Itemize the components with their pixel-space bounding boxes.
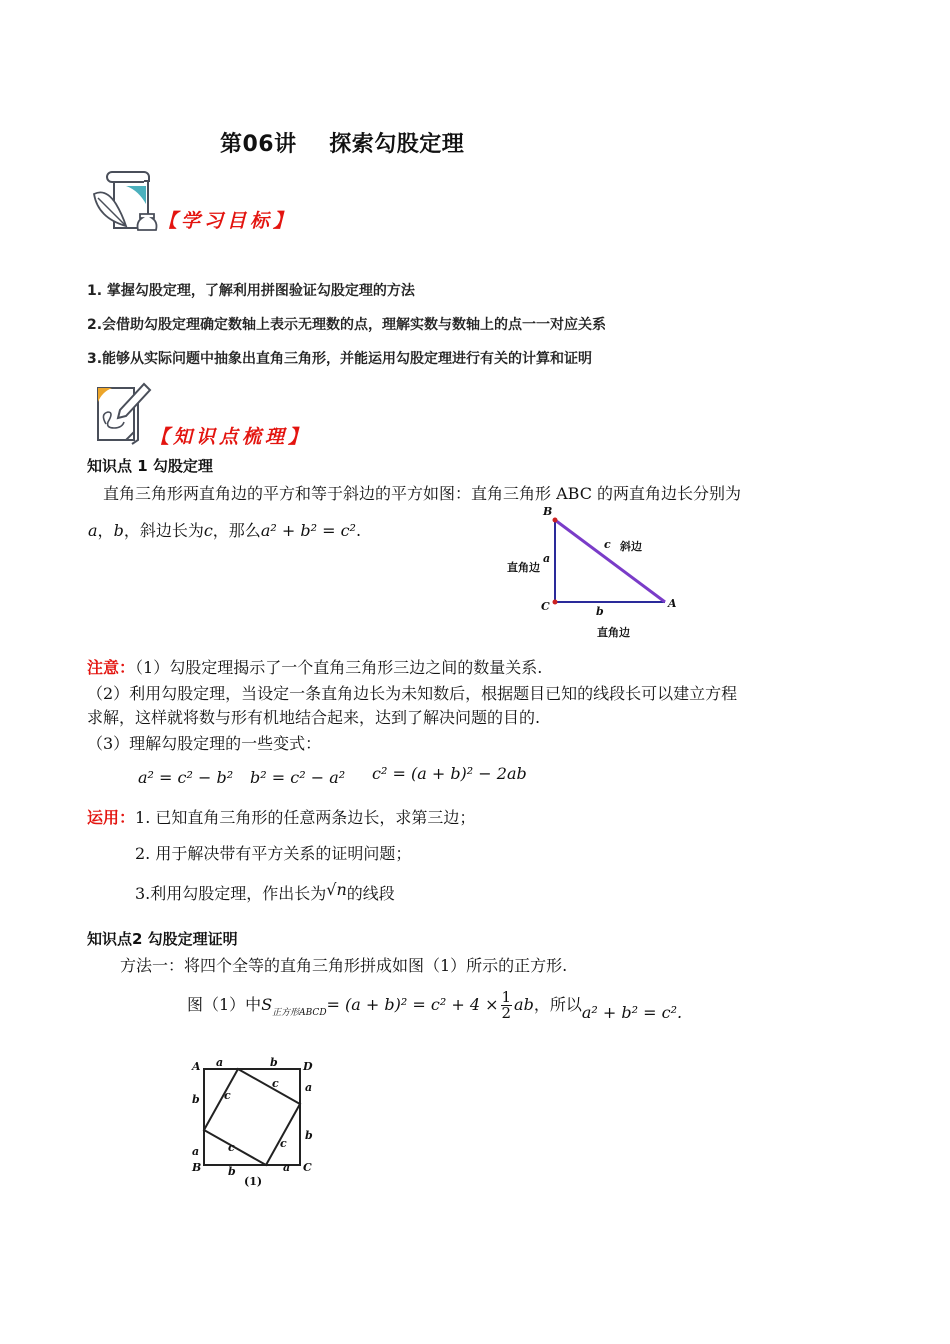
objective-item: 2.会借助勾股定理确定数轴上表示无理数的点，理解实数与数轴上的点一一对应关系 <box>87 317 607 333</box>
notepad-pencil-icon <box>92 380 154 446</box>
variant-1: a² = c² − b² <box>138 768 234 787</box>
kp1-line2 <box>88 518 361 541</box>
note-1: （1）勾股定理揭示了一个直角三角形三边之间的数量关系. <box>135 658 543 677</box>
objective-item: 3.能够从实际问题中抽象出直角三角形，并能运用勾股定理进行有关的计算和证明 <box>87 351 593 367</box>
corner-B: B <box>192 1161 202 1174</box>
vertex-B: B <box>543 505 553 518</box>
leg-left-label: 直角边 <box>507 561 540 574</box>
frac-den: 2 <box>501 1004 512 1022</box>
objectives-banner <box>90 168 310 238</box>
bottom-a: a <box>283 1161 291 1174</box>
note-1-line <box>87 655 542 678</box>
inner-c-2: c <box>272 1077 279 1090</box>
sep: ， <box>97 521 114 540</box>
formula-subscript: 正方形ABCD <box>272 1008 327 1018</box>
top-b: b <box>270 1056 278 1069</box>
inner-c-1: c <box>224 1089 231 1102</box>
leg-bottom-label: 直角边 <box>597 626 630 639</box>
pythagorean-formula: a² + b² = c² <box>260 521 356 540</box>
fraction-half <box>501 990 513 1021</box>
use-3-line <box>135 880 395 904</box>
var-c: c <box>203 521 213 540</box>
sqrt-n: √n <box>326 880 347 899</box>
square-proof-figure <box>188 1055 323 1190</box>
line2-then: ，那么 <box>212 521 261 540</box>
variant-2: b² = c² − a² <box>250 768 346 787</box>
kp2-heading: 知识点2 勾股定理证明 <box>87 930 238 948</box>
note-2a: （2）利用勾股定理，当设定一条直角边长为未知数后，根据题目已知的线段长可以建立方程 <box>87 684 738 703</box>
note-2b: 求解，这样就将数与形有机地结合起来，达到了解决问题的目的. <box>87 708 541 727</box>
note-3: （3）理解勾股定理的一些变式： <box>87 734 322 753</box>
right-b: b <box>305 1129 313 1142</box>
side-c: c <box>604 538 611 551</box>
variant-3: c² = (a + b)² − 2ab <box>372 764 527 783</box>
objective-item: 1. 掌握勾股定理，了解利用拼图验证勾股定理的方法 <box>87 283 415 299</box>
note-label: 注意： <box>87 658 136 677</box>
bottom-b: b <box>228 1165 236 1178</box>
formula-S: S <box>261 995 273 1014</box>
figure-caption: (1) <box>244 1175 263 1188</box>
kp1-heading: 知识点 1 勾股定理 <box>87 457 213 475</box>
formula-eq1: = (a + b)² = c² + 4 × <box>326 995 499 1014</box>
left-b: b <box>192 1093 200 1106</box>
use-2: 2. 用于解决带有平方关系的证明问题； <box>135 844 412 863</box>
scroll-quill-ink-icon <box>90 168 162 238</box>
vertex-C: C <box>541 600 550 613</box>
use-3-tail: 的线段 <box>346 884 395 903</box>
line2-mid: ，斜边长为 <box>123 521 204 540</box>
formula-ab: ab <box>514 995 534 1014</box>
use-3: 3.利用勾股定理，作出长为 <box>135 884 327 903</box>
inner-c-4: c <box>228 1141 235 1154</box>
corner-C: C <box>303 1161 312 1174</box>
kp2-formula <box>187 990 682 1022</box>
var-b: b <box>113 521 124 540</box>
side-b: b <box>596 605 604 618</box>
side-a: a <box>543 552 551 565</box>
var-a: a <box>88 521 98 540</box>
top-a: a <box>216 1056 224 1069</box>
objectives-label: 【学习目标】 <box>158 210 297 232</box>
formula-prefix: 图（1）中 <box>187 995 262 1014</box>
vertex-A: A <box>668 597 677 610</box>
use-label: 运用： <box>87 808 136 827</box>
kp1-intro: 直角三角形两直角边的平方和等于斜边的平方如图：直角三角形 ABC 的两直角边长分别为 <box>103 484 742 503</box>
frac-num: 1 <box>501 988 512 1006</box>
kp2-method1: 方法一：将四个全等的直角三角形拼成如图（1）所示的正方形. <box>120 956 568 975</box>
knowledge-banner <box>92 380 332 448</box>
period: . <box>355 521 362 540</box>
corner-A: A <box>192 1060 201 1073</box>
corner-D: D <box>303 1060 313 1073</box>
formula-so: ，所以 <box>533 995 582 1014</box>
hypotenuse-label: 斜边 <box>620 540 642 553</box>
right-triangle-figure <box>500 502 690 642</box>
knowledge-label: 【知识点梳理】 <box>150 426 312 448</box>
use-1: 1. 已知直角三角形的任意两条边长，求第三边； <box>135 808 476 827</box>
page-title: 第06讲 探索勾股定理 <box>220 132 465 157</box>
use-1-line <box>87 805 475 828</box>
inner-c-3: c <box>280 1137 287 1150</box>
right-a: a <box>305 1081 313 1094</box>
formula-result: a² + b² = c². <box>581 1003 683 1022</box>
left-a: a <box>192 1145 200 1158</box>
